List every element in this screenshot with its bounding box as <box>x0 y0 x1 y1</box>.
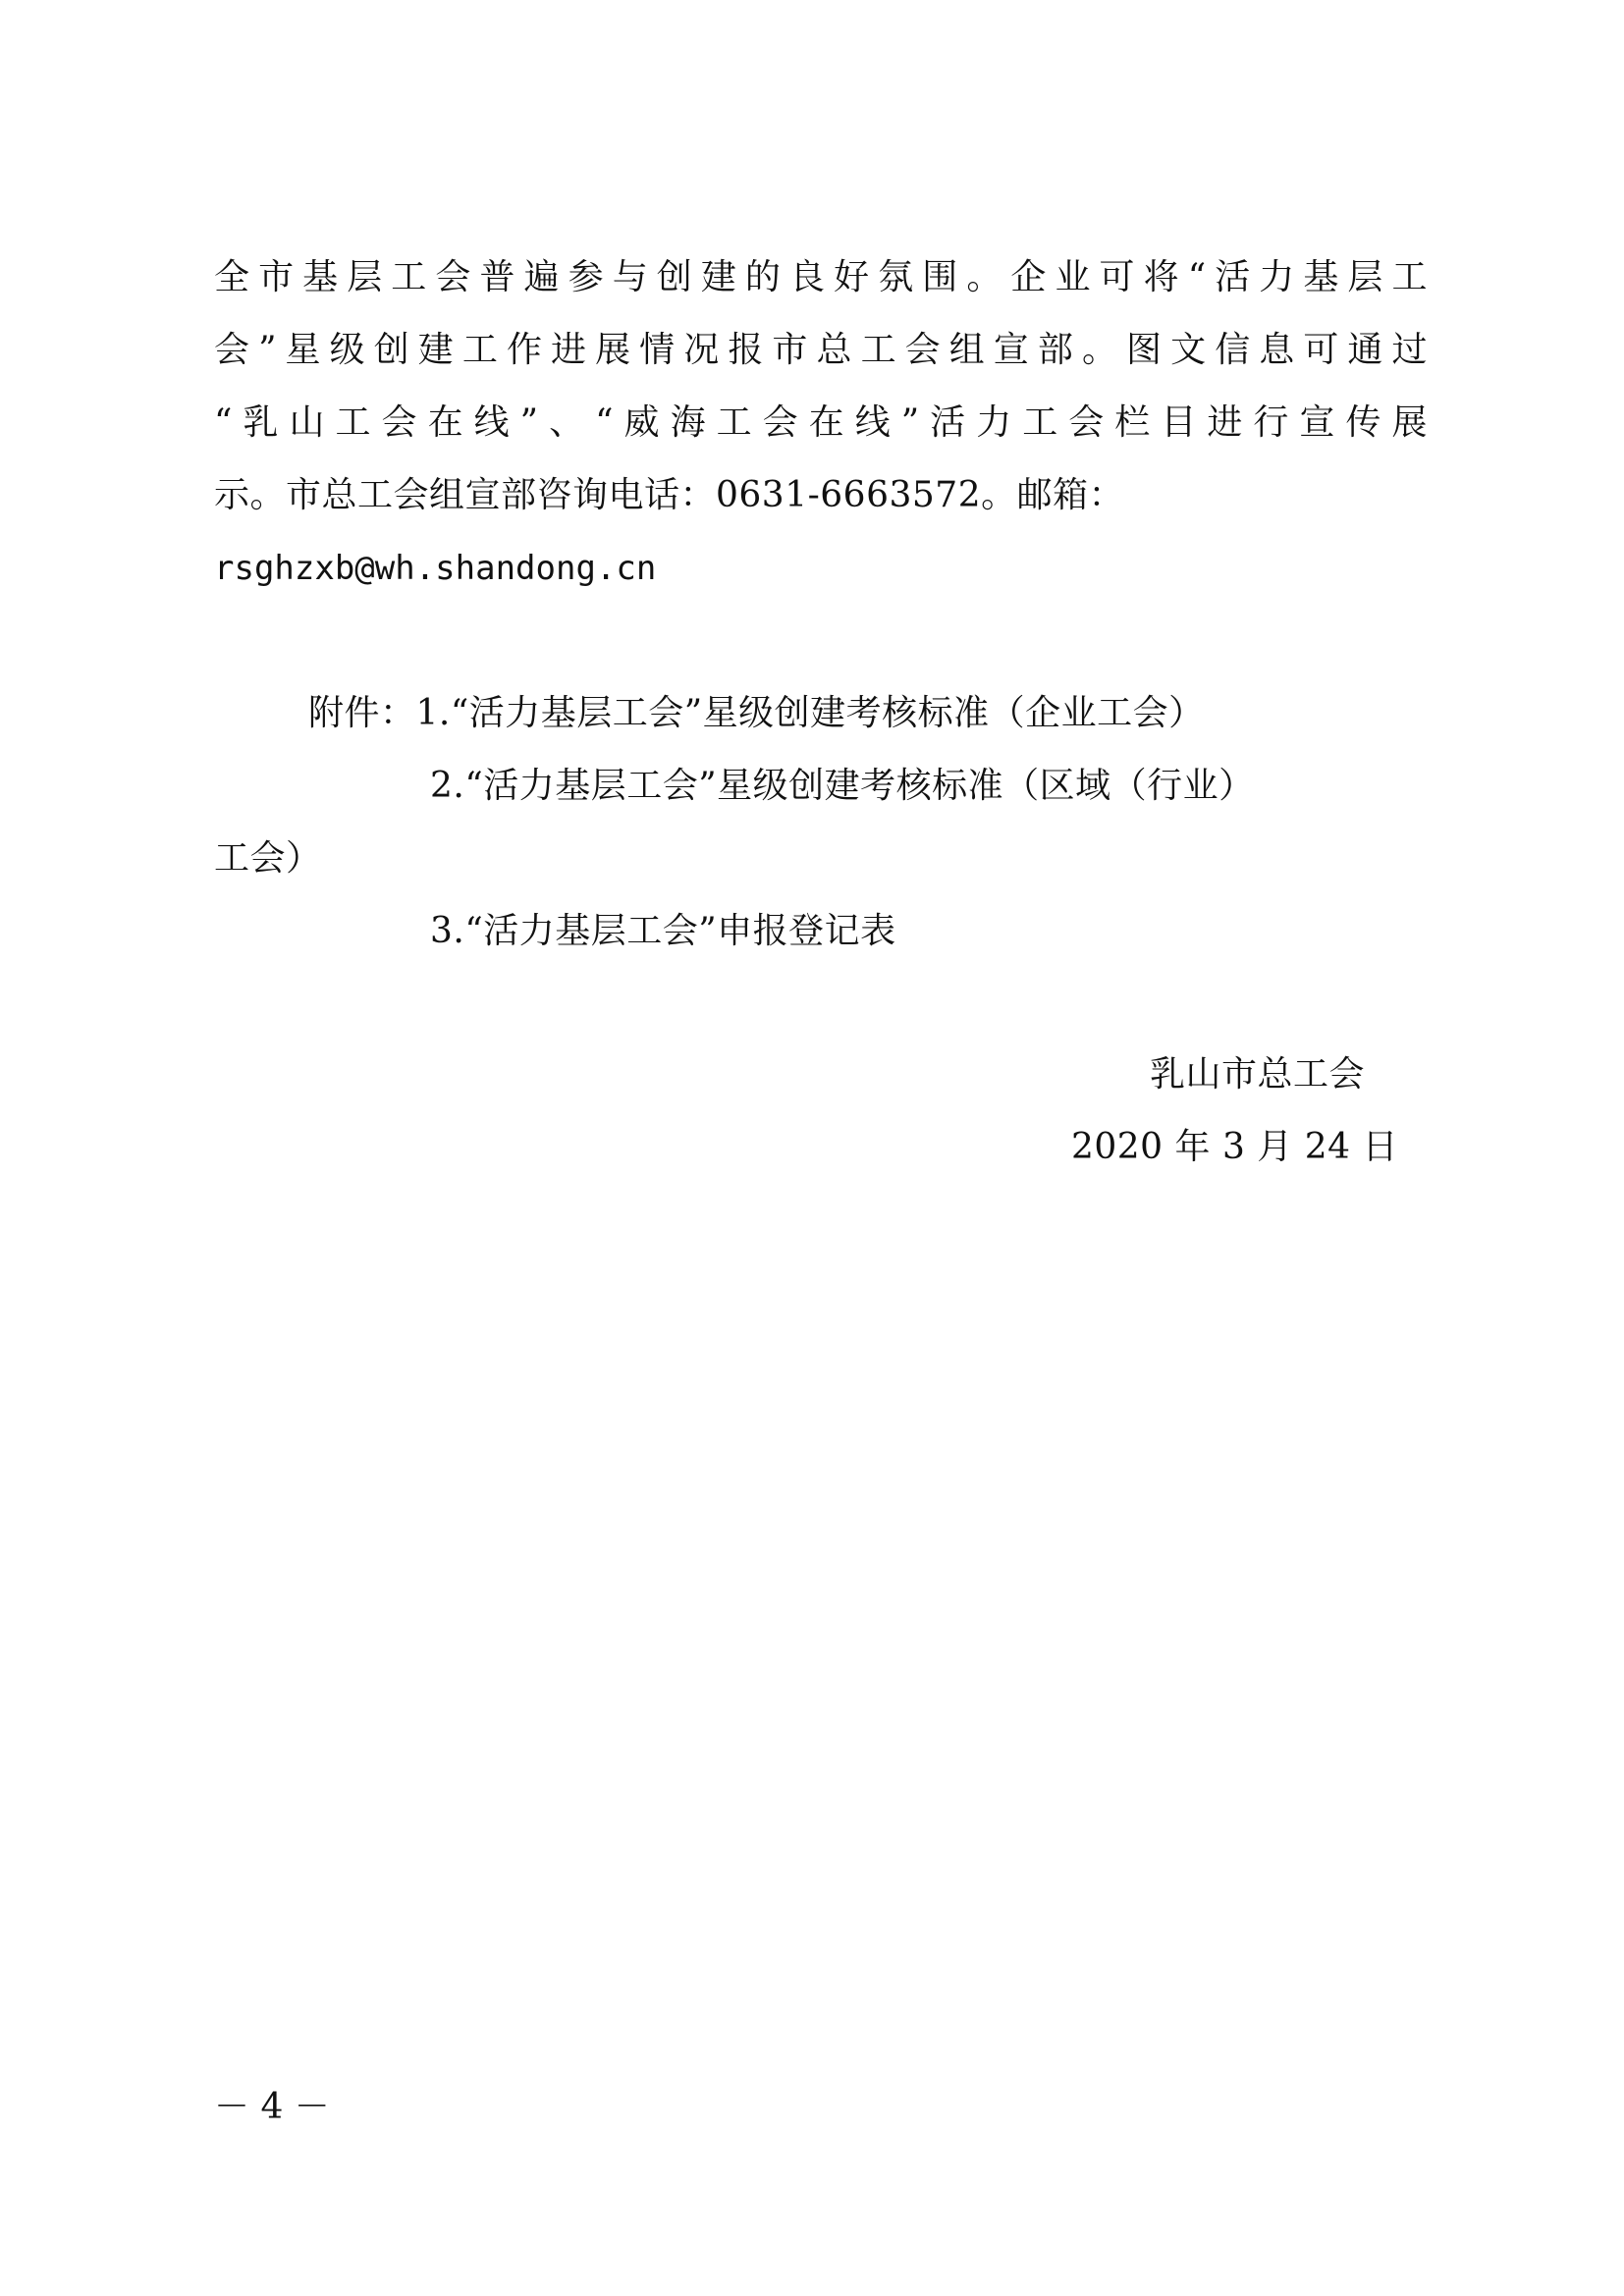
attachment-item-2: 2.“活力基层工会”星级创建考核标准（区域（行业） <box>430 766 1255 806</box>
email-address: rsghzxb@wh.shandong.cn <box>214 549 657 588</box>
signature-block <box>1071 1039 1398 1184</box>
body-paragraph <box>214 241 1428 605</box>
body-line-3: “乳山工会在线”、“威海工会在线”活力工会栏目进行宣传展 <box>214 402 1428 443</box>
issue-date: 2020 年 3 月 24 日 <box>1070 1127 1398 1167</box>
body-line-2: 会”星级创建工作进展情况报市总工会组宣部。图文信息可通过 <box>214 330 1428 370</box>
attachment-item-1-text: 1.“活力基层工会”星级创建考核标准（企业工会） <box>415 693 1205 733</box>
attachment-label: 附件： <box>308 693 416 733</box>
attachment-item-1 <box>214 677 1432 750</box>
attachment-item-3: 3.“活力基层工会”申报登记表 <box>430 911 896 951</box>
body-line-4: 示。市总工会组宣部咨询电话：0631-6663572。邮箱： <box>214 475 1125 515</box>
body-line-1: 全市基层工会普遍参与创建的良好氛围。企业可将“活力基层工 <box>214 257 1428 297</box>
issuing-organization: 乳山市总工会 <box>1149 1054 1365 1095</box>
attachment-item-2-continued: 工会） <box>214 838 322 879</box>
page-number: － 4 － <box>214 2087 330 2127</box>
attachment-list <box>214 677 1432 968</box>
